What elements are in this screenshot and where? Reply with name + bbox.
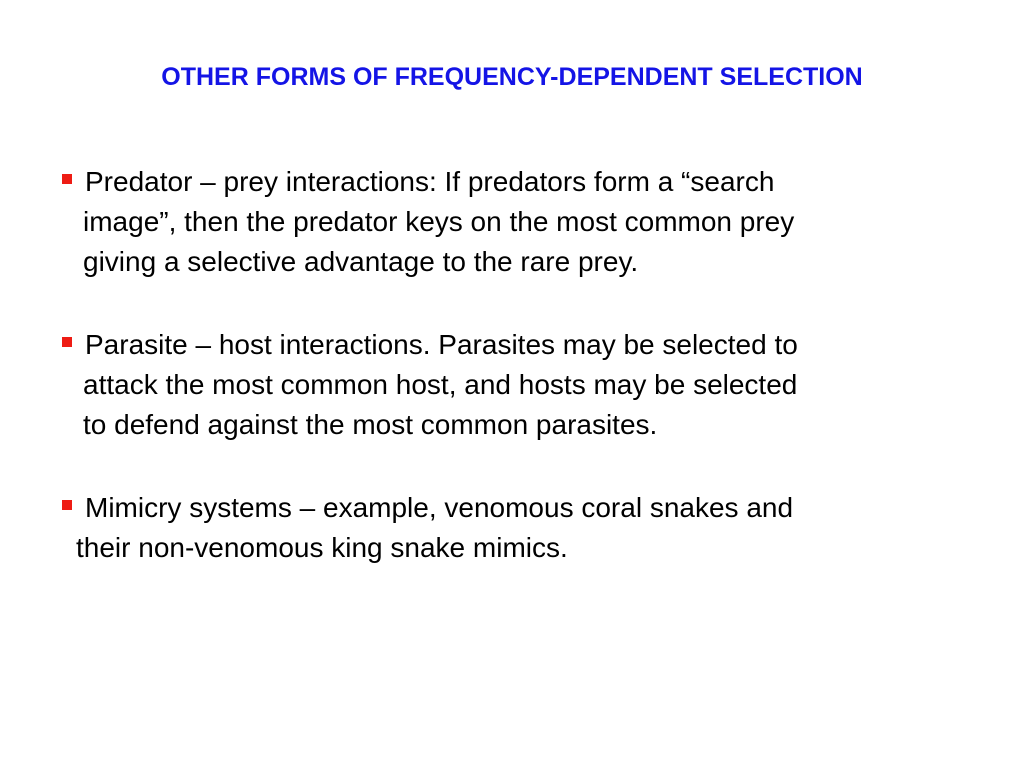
- bullet-line: their non-venomous king snake mimics.: [76, 532, 568, 563]
- bullet-text: Predator – prey interactions: If predators form a “search: [85, 166, 775, 197]
- square-bullet-icon: [62, 174, 72, 184]
- bullet-line: attack the most common host, and hosts may be selected: [83, 369, 798, 400]
- bullet-line: [60, 162, 990, 202]
- bullet-line: image”, then the predator keys on the most common prey: [83, 206, 795, 237]
- bullet-line: giving a selective advantage to the rare prey.: [83, 246, 639, 277]
- square-bullet-icon: [62, 500, 72, 510]
- bullet-line: [60, 325, 990, 365]
- square-bullet-icon: [62, 337, 72, 347]
- bullet-predator-prey: [60, 162, 990, 282]
- bullet-text: Mimicry systems – example, venomous coral snakes and: [85, 492, 794, 523]
- bullet-line: [60, 488, 990, 528]
- bullet-line: to defend against the most common parasites.: [83, 409, 658, 440]
- slide-title: OTHER FORMS OF FREQUENCY-DEPENDENT SELECTION: [161, 63, 863, 91]
- bullet-mimicry: [60, 488, 990, 568]
- bullet-text: Parasite – host interactions. Parasites may be selected to: [85, 329, 798, 360]
- bullet-parasite-host: [60, 325, 990, 445]
